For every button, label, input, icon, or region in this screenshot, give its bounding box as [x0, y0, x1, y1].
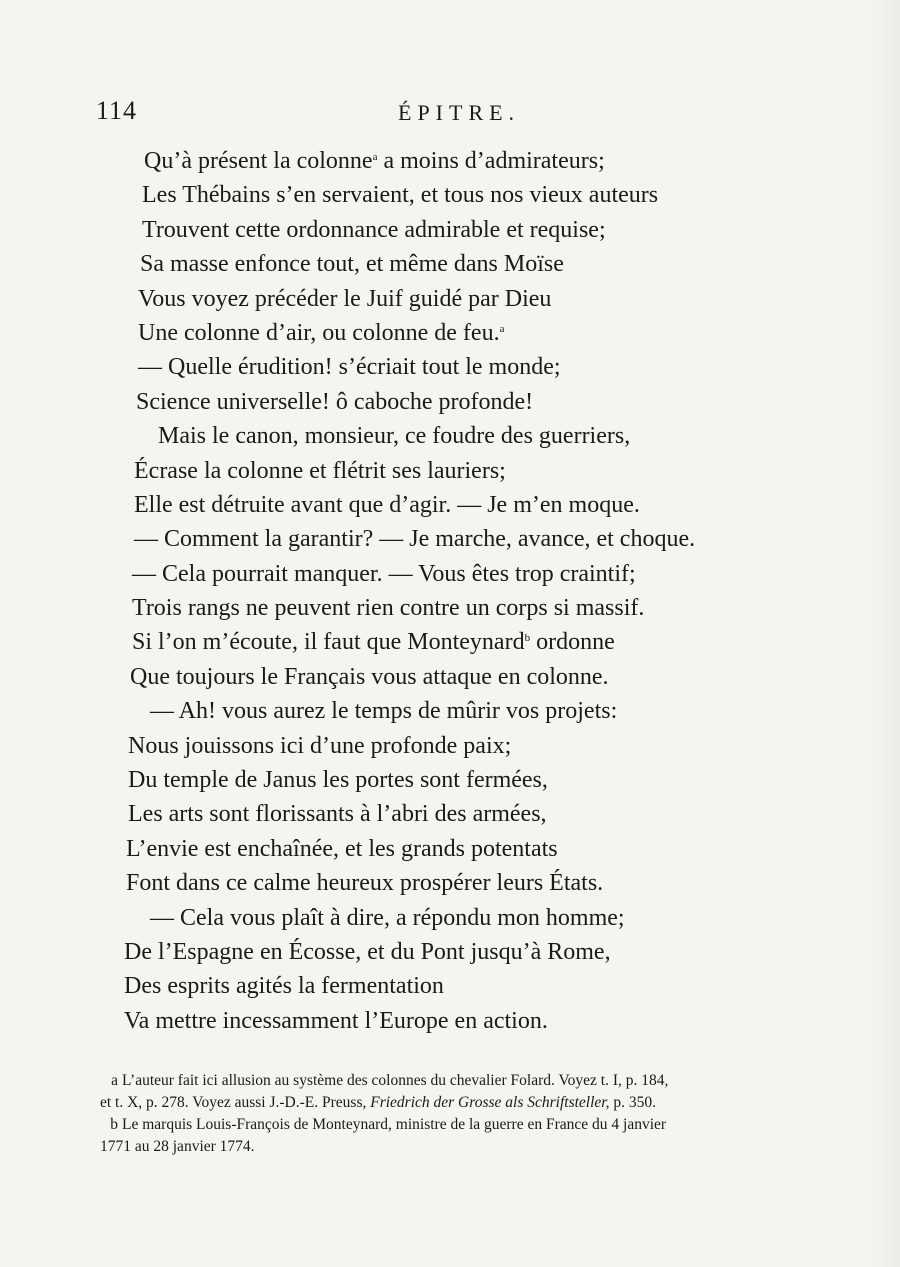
page-number: 114 — [96, 96, 138, 125]
verse-line — [124, 350, 824, 384]
verse-line — [124, 901, 824, 935]
verse-text: De l’Espagne en Écosse, et du Pont jusqu’à Rome, — [124, 938, 611, 965]
footnote-marker: b — [110, 1116, 118, 1133]
verse-text: Qu’à présent la colonne — [144, 148, 373, 174]
verse-line — [124, 385, 824, 419]
verse-text: Trouvent cette ordonnance admirable et requise; — [142, 216, 606, 243]
footnote-reference: b — [524, 632, 531, 645]
verse-line — [124, 935, 824, 969]
verse-text-continued: ordonne — [530, 629, 615, 656]
verse-text: Nous jouissons ici d’une profonde paix; — [128, 732, 512, 759]
footnote-reference: a — [372, 151, 378, 163]
footnote-text: L’auteur fait ici allusion au système des colonnes du chevalier Folard. Voyez t. I, p. 184, — [122, 1072, 669, 1089]
footnote-line — [78, 1092, 840, 1114]
verse-text: — Quelle érudition! s’écriait tout le monde; — [138, 354, 561, 381]
verse-line — [124, 419, 824, 453]
verse-text: Écrase la colonne et flétrit ses lauriers; — [134, 457, 506, 484]
footnote-book-title: Friedrich der Grosse als Schriftsteller, — [370, 1094, 610, 1111]
verse-line — [124, 522, 824, 556]
footnote-reference: a — [499, 322, 505, 335]
verse-text: Vous voyez précéder le Juif guidé par Dieu — [138, 285, 552, 312]
page-edge-shadow — [870, 0, 900, 1267]
verse-line — [124, 729, 824, 763]
verse-line — [124, 660, 824, 694]
verse-text: Une colonne d’air, ou colonne de feu. — [138, 319, 500, 346]
verse-text: Que toujours le Français vous attaque en colonne. — [130, 663, 609, 690]
verse-line — [124, 213, 824, 247]
footnote-line — [100, 1114, 840, 1136]
verse-line — [124, 316, 824, 350]
footnote-line — [100, 1070, 840, 1092]
verse-text: L’envie est enchaînée, et les grands potentats — [126, 835, 558, 862]
footnotes — [100, 1070, 840, 1158]
verse-line — [124, 488, 824, 522]
verse-line — [124, 454, 824, 488]
footnote-marker: a — [111, 1072, 118, 1089]
footnote-text: Le marquis Louis-François de Monteynard, ministre de la guerre en France du 4 janvier — [122, 1116, 667, 1133]
verse-line — [124, 144, 824, 178]
footnote-text: 1771 au 28 janvier 1774. — [100, 1138, 255, 1155]
footnote-text-continued: p. 350. — [609, 1094, 656, 1111]
poem-text — [124, 144, 824, 1038]
verse-line — [124, 832, 824, 866]
verse-line — [124, 591, 824, 625]
verse-line — [124, 247, 824, 281]
running-head-title: ÉPITRE. — [398, 100, 521, 125]
verse-text: Science universelle! ô caboche profonde! — [136, 388, 534, 415]
verse-line — [124, 763, 824, 797]
verse-text: Elle est détruite avant que d’agir. — Je m’en moque. — [134, 491, 640, 518]
footnote-text: et t. X, p. 278. Voyez aussi J.-D.-E. Preuss, — [100, 1094, 371, 1111]
verse-text: Mais le canon, monsieur, ce foudre des guerriers, — [158, 423, 631, 450]
verse-text: — Comment la garantir? — Je marche, avance, et choque. — [134, 526, 696, 553]
footnote-line — [78, 1136, 840, 1158]
verse-line — [124, 178, 824, 212]
verse-text: Du temple de Janus les portes sont fermées, — [128, 767, 548, 794]
verse-line — [124, 866, 824, 900]
verse-text: Si l’on m’écoute, il faut que Monteynard — [132, 629, 525, 656]
verse-line — [124, 625, 824, 659]
verse-text: Des esprits agités la fermentation — [124, 973, 444, 1000]
verse-text-continued: a moins d’admirateurs; — [377, 148, 605, 174]
verse-line — [124, 282, 824, 316]
verse-text: — Ah! vous aurez le temps de mûrir vos projets: — [150, 698, 618, 725]
verse-line — [124, 797, 824, 831]
verse-text: — Cela pourrait manquer. — Vous êtes trop craintif; — [132, 560, 636, 587]
verse-line — [124, 694, 824, 728]
verse-text: Font dans ce calme heureux prospérer leurs États. — [126, 870, 604, 897]
verse-text: Sa masse enfonce tout, et même dans Moïse — [140, 251, 564, 278]
verse-text: Va mettre incessamment l’Europe en action. — [124, 1007, 548, 1034]
verse-text: Trois rangs ne peuvent rien contre un corps si massif. — [132, 595, 645, 622]
verse-text: Les Thébains s’en servaient, et tous nos vieux auteurs — [142, 182, 659, 209]
verse-text: Les arts sont florissants à l’abri des armées, — [128, 801, 547, 828]
verse-line — [124, 1004, 824, 1038]
verse-line — [124, 969, 824, 1003]
verse-text: — Cela vous plaît à dire, a répondu mon homme; — [150, 904, 625, 931]
verse-line — [124, 557, 824, 591]
